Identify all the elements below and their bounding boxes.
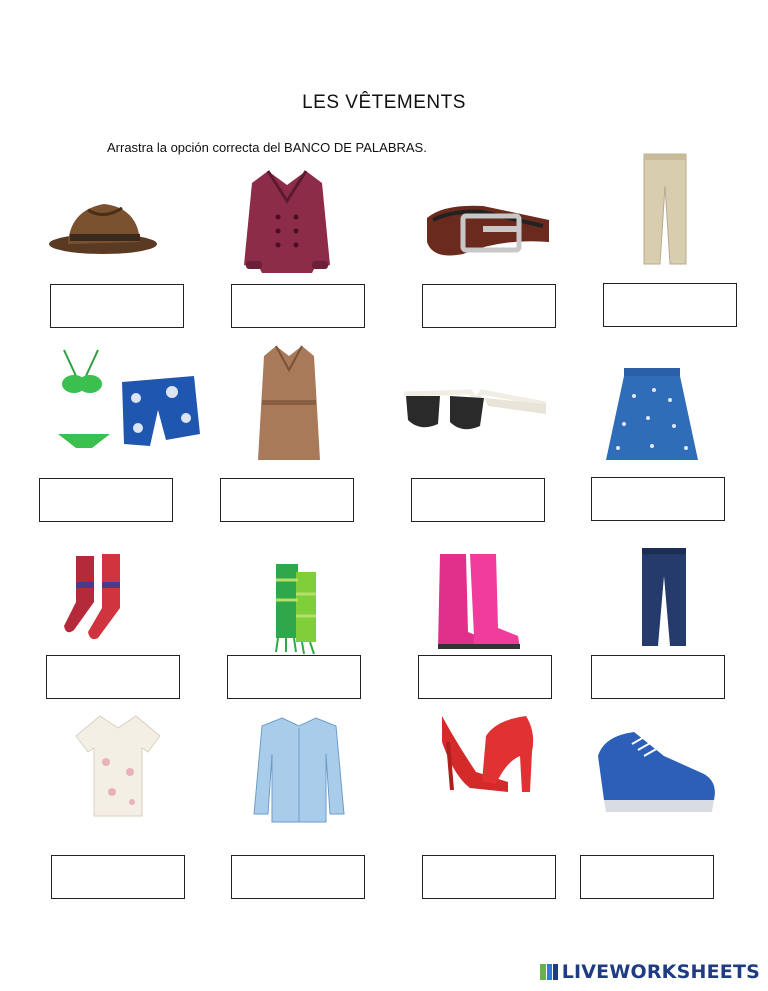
scarf-icon [266, 560, 326, 656]
hat-icon [48, 198, 162, 260]
trench-coat-icon [256, 344, 322, 464]
rain-boots-icon [434, 552, 522, 652]
answer-box-3[interactable] [422, 284, 556, 328]
answer-box-10[interactable] [227, 655, 361, 699]
skirt-icon [604, 366, 700, 466]
answer-box-14[interactable] [231, 855, 365, 899]
answer-box-2[interactable] [231, 284, 365, 328]
jeans-icon [638, 546, 690, 650]
answer-box-12[interactable] [591, 655, 725, 699]
liveworksheets-mark-icon [539, 962, 559, 982]
peacoat-icon [240, 165, 334, 275]
answer-box-7[interactable] [411, 478, 545, 522]
belt-icon [423, 198, 553, 266]
trousers-icon [640, 152, 690, 268]
answer-box-1[interactable] [50, 284, 184, 328]
answer-box-15[interactable] [422, 855, 556, 899]
sunglasses-icon [400, 384, 548, 438]
answer-box-11[interactable] [418, 655, 552, 699]
answer-box-4[interactable] [603, 283, 737, 327]
answer-box-13[interactable] [51, 855, 185, 899]
answer-box-8[interactable] [591, 477, 725, 521]
answer-box-6[interactable] [220, 478, 354, 522]
liveworksheets-logo[interactable] [539, 961, 760, 983]
answer-box-16[interactable] [580, 855, 714, 899]
worksheet-title: LES VÊTEMENTS [302, 92, 466, 113]
answer-box-5[interactable] [39, 478, 173, 522]
logo-text: LIVEWORKSHEETS [561, 961, 760, 983]
blouse-icon [72, 712, 164, 820]
answer-box-9[interactable] [46, 655, 180, 699]
instructions-text: Arrastra la opción correcta del BANCO DE PALABRAS. [107, 140, 427, 155]
socks-icon [62, 552, 132, 642]
swimsuit-icon [54, 348, 200, 452]
shirt-icon [252, 714, 346, 826]
sneakers-icon [594, 726, 720, 818]
high-heels-icon [436, 712, 540, 802]
